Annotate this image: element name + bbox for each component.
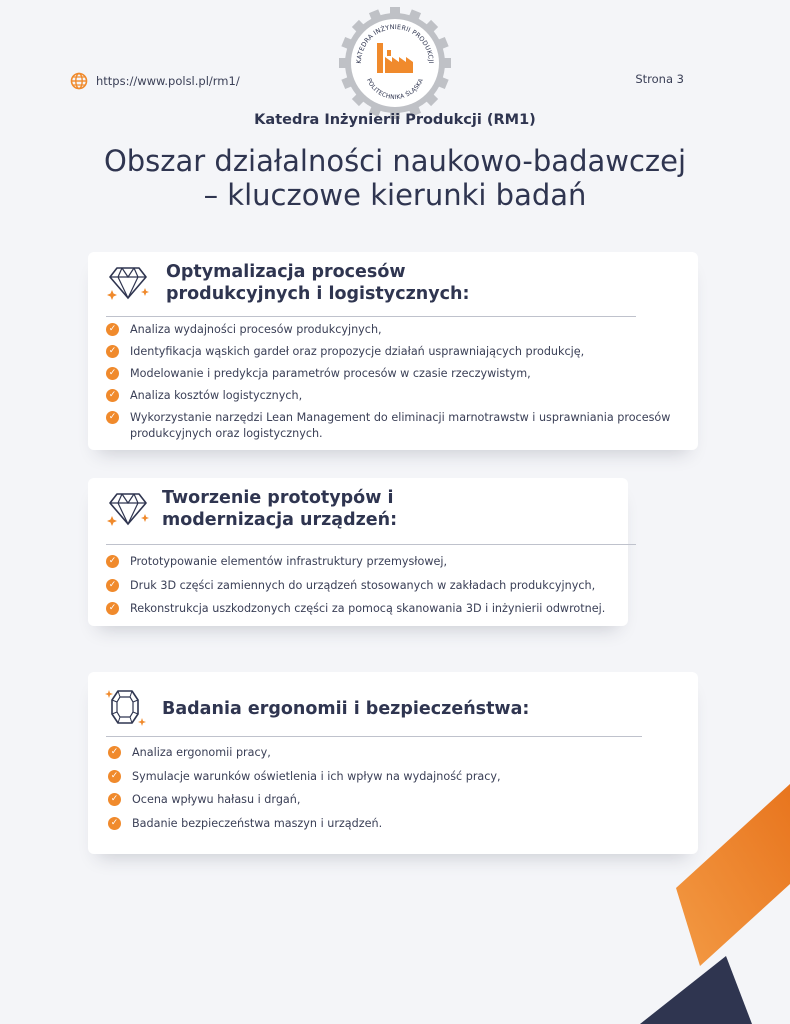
checkmark-icon: ✓ [106, 323, 119, 336]
section-title-line-1: Optymalizacja procesów [166, 262, 406, 282]
section-title-line-1: Badania ergonomii i bezpieczeństwa: [162, 699, 530, 719]
list-item-text: Prototypowanie elementów infrastruktury przemysłowej, [130, 555, 448, 568]
list-item-text: Analiza ergonomii pracy, [132, 746, 271, 759]
department-name: Katedra Inżynierii Produkcji (RM1) [254, 112, 536, 128]
list-item-text: Druk 3D części zamiennych do urządzeń stosowanych w zakładach produkcyjnych, [130, 578, 596, 592]
checkmark-icon: ✓ [108, 770, 121, 783]
checkmark-icon: ✓ [106, 389, 119, 402]
page-title-line-1: Obszar działalności naukowo-badawczej [103, 144, 687, 178]
orange-stripe-shape [676, 784, 790, 966]
list-item-text: Analiza kosztów logistycznych, [130, 389, 303, 402]
section-title-line-2: modernizacja urządzeń: [162, 510, 398, 530]
checkmark-icon: ✓ [106, 555, 119, 568]
checkmark-icon: ✓ [108, 746, 121, 759]
svg-text:KATEDRA INŻYNIERII PRODUKCJI: KATEDRA INŻYNIERII PRODUKCJI [354, 22, 436, 64]
checkmark-icon: ✓ [106, 579, 119, 592]
checkmark-icon: ✓ [106, 602, 119, 615]
list-item-text: Badanie bezpieczeństwa maszyn i urządzeń. [132, 816, 383, 830]
list-item-text: Symulacje warunków oświetlenia i ich wpływ na wydajność pracy, [132, 769, 501, 783]
navy-triangle-shape [640, 956, 752, 1024]
page-title-line-2: – kluczowe kierunki badań [203, 178, 587, 212]
checkmark-icon: ✓ [106, 345, 119, 358]
website-url[interactable]: https://www.polsl.pl/rm1/ [96, 74, 240, 88]
section-title-line-1: Tworzenie prototypów i [162, 488, 394, 508]
list-item-text: Rekonstrukcja uszkodzonych części za pomocą skanowania 3D i inżynierii odwrotnej. [130, 602, 606, 615]
section-title-line-2: produkcyjnych i logistycznych: [166, 284, 470, 304]
svg-text:POLITECHNIKA ŚLĄSKA: POLITECHNIKA ŚLĄSKA [365, 77, 425, 102]
checkmark-icon: ✓ [108, 817, 121, 830]
checkmark-icon: ✓ [106, 367, 119, 380]
checkmark-icon: ✓ [106, 411, 119, 424]
list-item-text: Modelowanie i predykcja parametrów procesów w czasie rzeczywistym, [130, 367, 531, 380]
list-item-text: Wykorzystanie narzędzi Lean Management do eliminacji marnotrawstw i usprawniania procesów produkcyjnych oraz logistycznych. [130, 411, 671, 440]
list-item-text: Identyfikacja wąskich gardeł oraz propozycje działań usprawniających produkcję, [130, 345, 585, 358]
checkmark-icon: ✓ [108, 793, 121, 806]
list-item-text: Analiza wydajności procesów produkcyjnych, [130, 323, 382, 336]
list-item-text: Ocena wpływu hałasu i drgań, [132, 793, 301, 806]
page-number: Strona 3 [635, 72, 684, 86]
